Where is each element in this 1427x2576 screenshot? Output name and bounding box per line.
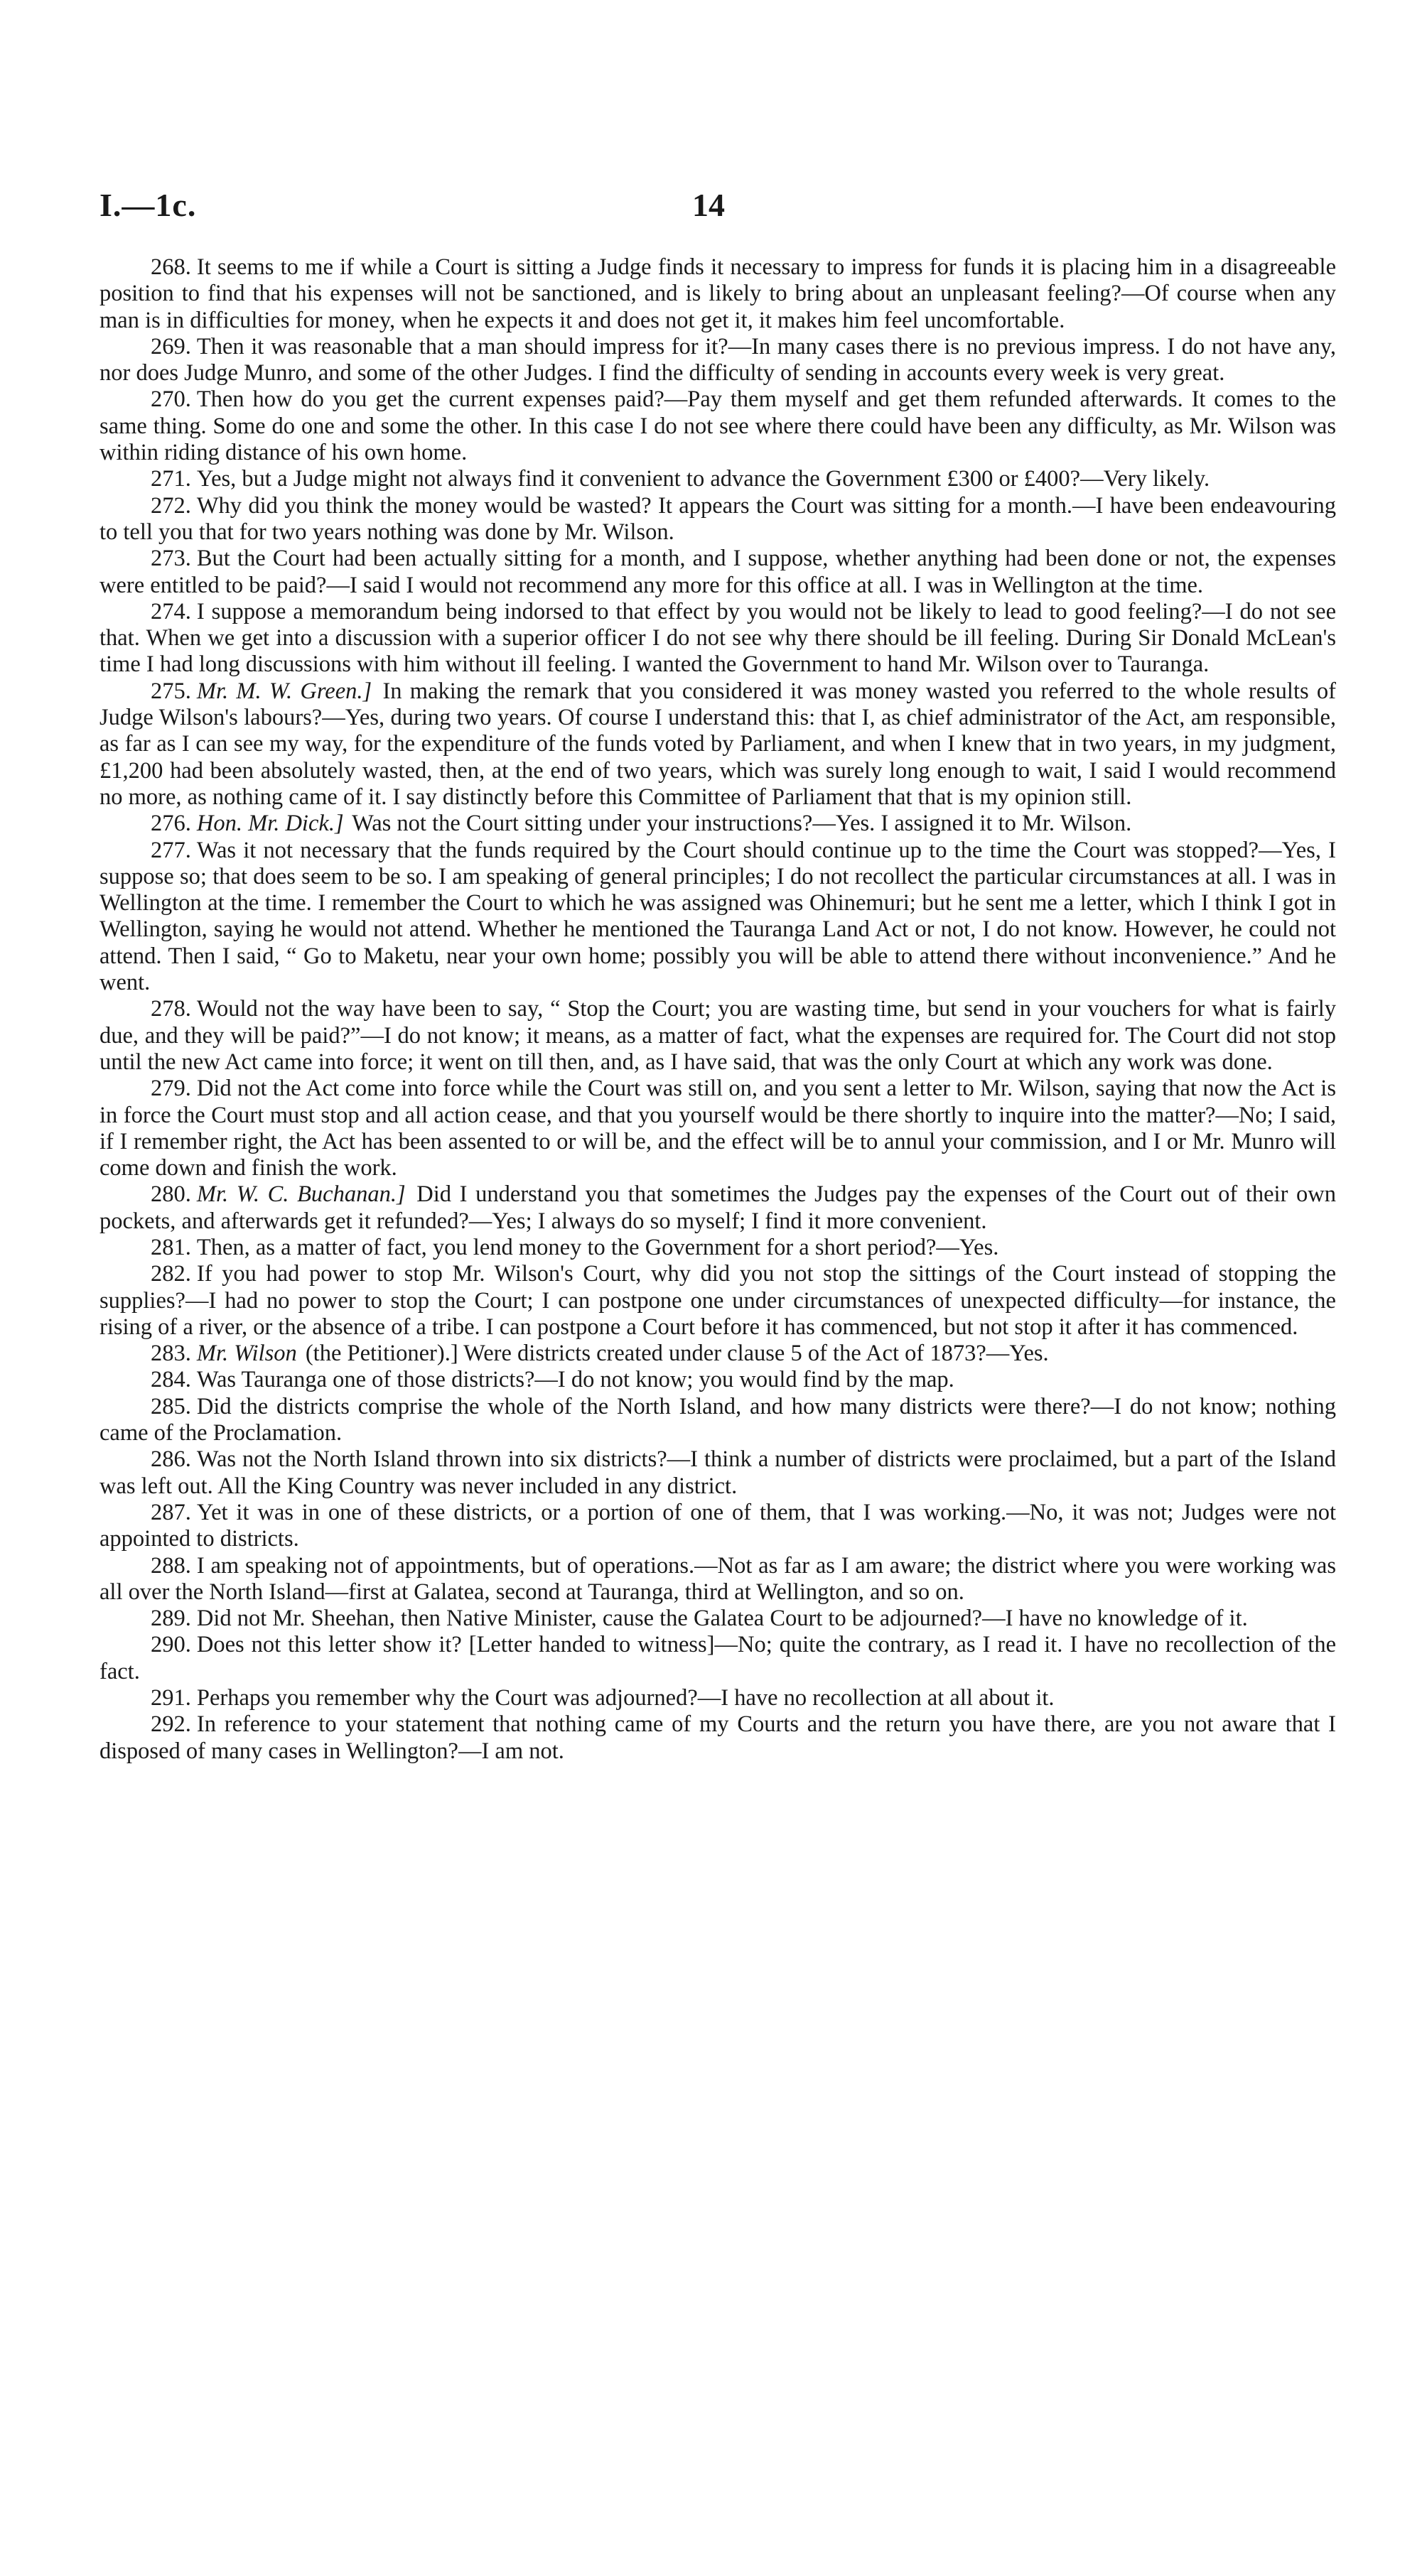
question-answer-text: Then it was reasonable that a man should impress for it?—In many cases there is no previous impress. I do not have any, nor does Judge Munro, and some of the other Judges. I find the difficulty of sending in accounts every week is very great. <box>99 333 1336 386</box>
question-number: 291. <box>151 1685 191 1711</box>
question-paragraph <box>99 1261 1336 1341</box>
question-paragraph <box>99 1076 1336 1181</box>
question-answer-text: Perhaps you remember why the Court was adjourned?—I have no recollection at all about it. <box>196 1685 1055 1711</box>
question-answer-text: Does not this letter show it? [Letter handed to witness]—No; quite the contrary, as I read it. I have no recollection of the fact. <box>99 1632 1336 1684</box>
question-number: 271. <box>151 466 191 492</box>
question-number: 272. <box>151 492 191 519</box>
question-number: 269. <box>151 333 191 359</box>
question-number: 289. <box>151 1606 191 1632</box>
question-number: 279. <box>151 1076 191 1102</box>
evidence-transcript <box>99 254 1336 1765</box>
question-number: 288. <box>151 1552 191 1579</box>
question-paragraph <box>99 1235 1336 1261</box>
parliamentary-paper-reference: I.—1c. <box>99 187 197 223</box>
question-paragraph <box>99 466 1336 492</box>
question-answer-text: Yet it was in one of these districts, or a portion of one of them, that I was working.—No, it was not; Judges were not appointed to districts. <box>99 1499 1336 1552</box>
question-number: 285. <box>151 1393 191 1419</box>
page-number: 14 <box>692 187 725 223</box>
question-number: 268. <box>151 254 191 280</box>
question-answer-text: Yes, but a Judge might not always find it convenient to advance the Government £300 or £400?—Very likely. <box>196 466 1210 492</box>
page-header <box>99 186 1336 229</box>
question-paragraph <box>99 1181 1336 1235</box>
question-answer-text: Was it not necessary that the funds required by the Court should continue up to the time the Court was stopped?—Yes, I suppose so; that does seem to be so. I am speaking of general principles; I do not recollect the particular circumstances at all. I was in Wellington at the time. I remember the Court to which he was assigned was Ohinemuri; but he sent me a letter, which I think I got in Wellington, saying he would not attend. Whether he mentioned the Tauranga Land Act or not, I do not know. However, he could not attend. Then I said, “ Go to Maketu, near your own home; possibly you will be able to attend there without inconvenience.” And he went. <box>99 837 1336 996</box>
question-paragraph <box>99 811 1336 837</box>
speaker-name: Mr. M. W. Green.] <box>196 678 372 704</box>
question-answer-text: Then, as a matter of fact, you lend money to the Government for a short period?—Yes. <box>196 1234 999 1260</box>
question-answer-text: Then how do you get the current expenses paid?—Pay them myself and get them refunded afterwards. It comes to the same thing. Some do one and some the other. In this case I do not see where there could have been any difficulty, as Mr. Wilson was within riding distance of his own home. <box>99 386 1336 466</box>
question-number: 290. <box>151 1632 191 1658</box>
question-number: 270. <box>151 386 191 413</box>
question-number: 278. <box>151 996 191 1022</box>
speaker-name: Mr. W. C. Buchanan.] <box>196 1181 406 1208</box>
question-number: 292. <box>151 1711 191 1738</box>
question-paragraph <box>99 1553 1336 1606</box>
question-answer-text: Did not Mr. Sheehan, then Native Minister, cause the Galatea Court to be adjourned?—I have no knowledge of it. <box>196 1606 1248 1632</box>
question-paragraph <box>99 386 1336 466</box>
question-number: 282. <box>151 1261 191 1287</box>
question-paragraph <box>99 254 1336 334</box>
question-paragraph <box>99 334 1336 387</box>
question-answer-text: Was Tauranga one of those districts?—I do not know; you would find by the map. <box>196 1367 954 1393</box>
question-paragraph <box>99 1394 1336 1447</box>
question-paragraph <box>99 1711 1336 1765</box>
question-answer-text: It seems to me if while a Court is sitting a Judge finds it necessary to impress for funds it is placing him in a disagreeable position to find that his expenses will not be sanctioned, and is likely to bring about an unpleasant feeling?—Of course when any man is in difficulties for money, when he expects it and does not get it, it makes him feel uncomfortable. <box>99 254 1336 333</box>
question-paragraph <box>99 599 1336 678</box>
question-answer-text: Why did you think the money would be wasted? It appears the Court was sitting for a month.—I have been endeavouring to tell you that for two years nothing was done by Mr. Wilson. <box>99 492 1336 545</box>
question-number: 274. <box>151 598 191 624</box>
question-answer-text: I am speaking not of appointments, but of operations.—Not as far as I am aware; the district where you were working was all over the North Island—first at Galatea, second at Tauranga, third at Wellington, and so on. <box>99 1552 1336 1605</box>
question-number: 286. <box>151 1446 191 1473</box>
question-answer-text: Would not the way have been to say, “ Stop the Court; you are wasting time, but send in your vouchers for what is fairly due, and they will be paid?”—I do not know; it means, as a matter of fact, what the expenses are required for. The Court did not stop until the new Act came into force; it went on till then, and, as I have said, that was the only Court at which any work was done. <box>99 996 1336 1075</box>
question-answer-text: Was not the Court sitting under your instructions?—Yes. I assigned it to Mr. Wilson. <box>352 811 1132 837</box>
question-paragraph <box>99 1367 1336 1393</box>
question-number: 275. <box>151 678 191 704</box>
question-number: 287. <box>151 1499 191 1525</box>
question-paragraph <box>99 1341 1336 1367</box>
question-answer-text: (the Petitioner).] Were districts created under clause 5 of the Act of 1873?—Yes. <box>305 1341 1049 1367</box>
question-paragraph <box>99 1685 1336 1711</box>
question-paragraph <box>99 546 1336 599</box>
question-paragraph <box>99 493 1336 546</box>
question-number: 284. <box>151 1367 191 1393</box>
speaker-name: Mr. Wilson <box>196 1341 297 1367</box>
question-paragraph <box>99 838 1336 997</box>
question-answer-text: In making the remark that you considered it was money wasted you referred to the whole results of Judge Wilson's labours?—Yes, during two years. Of course I understand this: that I, as chief administrator of the Act, am responsible, as far as I can see my way, for the expenditure of the funds voted by Parliament, and when I knew that in two years, in my judgment, £1,200 had been absolutely wasted, then, at the end of two years, which was surely long enough to wait, I said I would recommend no more, as nothing came of it. I say distinctly before this Committee of Parliament that that is my opinion still. <box>99 678 1336 810</box>
question-paragraph <box>99 996 1336 1076</box>
question-number: 273. <box>151 546 191 572</box>
question-paragraph <box>99 1632 1336 1685</box>
question-number: 277. <box>151 837 191 863</box>
question-answer-text: In reference to your statement that nothing came of my Courts and the return you have there, are you not aware that I disposed of many cases in Wellington?—I am not. <box>99 1711 1336 1764</box>
question-answer-text: But the Court had been actually sitting for a month, and I suppose, whether anything had been done or not, the expenses were entitled to be paid?—I said I would not recommend any more for this office at all. I was in Wellington at the time. <box>99 546 1336 598</box>
question-number: 280. <box>151 1181 191 1208</box>
question-answer-text: I suppose a memorandum being indorsed to that effect by you would not be likely to lead to good feeling?—I do not see that. When we get into a discussion with a superior officer I do not see why there should be ill feeling. During Sir Donald McLean's time I had long discussions with him without ill feeling. I wanted the Government to hand Mr. Wilson over to Tauranga. <box>99 598 1336 678</box>
question-answer-text: Was not the North Island thrown into six districts?—I think a number of districts were proclaimed, but a part of the Island was left out. All the King Country was never included in any district. <box>99 1446 1336 1499</box>
question-number: 276. <box>151 811 191 837</box>
question-paragraph <box>99 678 1336 811</box>
question-paragraph <box>99 1500 1336 1553</box>
question-number: 281. <box>151 1234 191 1260</box>
question-answer-text: Did the districts comprise the whole of the North Island, and how many districts were there?—I do not know; nothing came of the Proclamation. <box>99 1393 1336 1446</box>
question-answer-text: If you had power to stop Mr. Wilson's Court, why did you not stop the sittings of the Court instead of stopping the supplies?—I had no power to stop the Court; I can postpone one under circumstances of unexpected difficulty—for instance, the rising of a river, or the absence of a tribe. I can postpone a Court before it has commenced, but not stop it after it has commenced. <box>99 1261 1336 1340</box>
question-answer-text: Did not the Act come into force while the Court was still on, and you sent a letter to Mr. Wilson, saying that now the Act is in force the Court must stop and all action cease, and that you yourself would be there shortly to inquire into the matter?—No; I said, if I remember right, the Act has been assented to or will be, and the effect will be to annul your commission, and I or Mr. Munro will come down and finish the work. <box>99 1076 1336 1181</box>
question-paragraph <box>99 1606 1336 1632</box>
question-number: 283. <box>151 1341 191 1367</box>
question-answer-text: Did I understand you that sometimes the Judges pay the expenses of the Court out of their own pockets, and afterwards get it refunded?—Yes; I always do so myself; I find it more convenient. <box>99 1181 1337 1234</box>
question-paragraph <box>99 1446 1336 1500</box>
speaker-name: Hon. Mr. Dick.] <box>196 811 344 837</box>
